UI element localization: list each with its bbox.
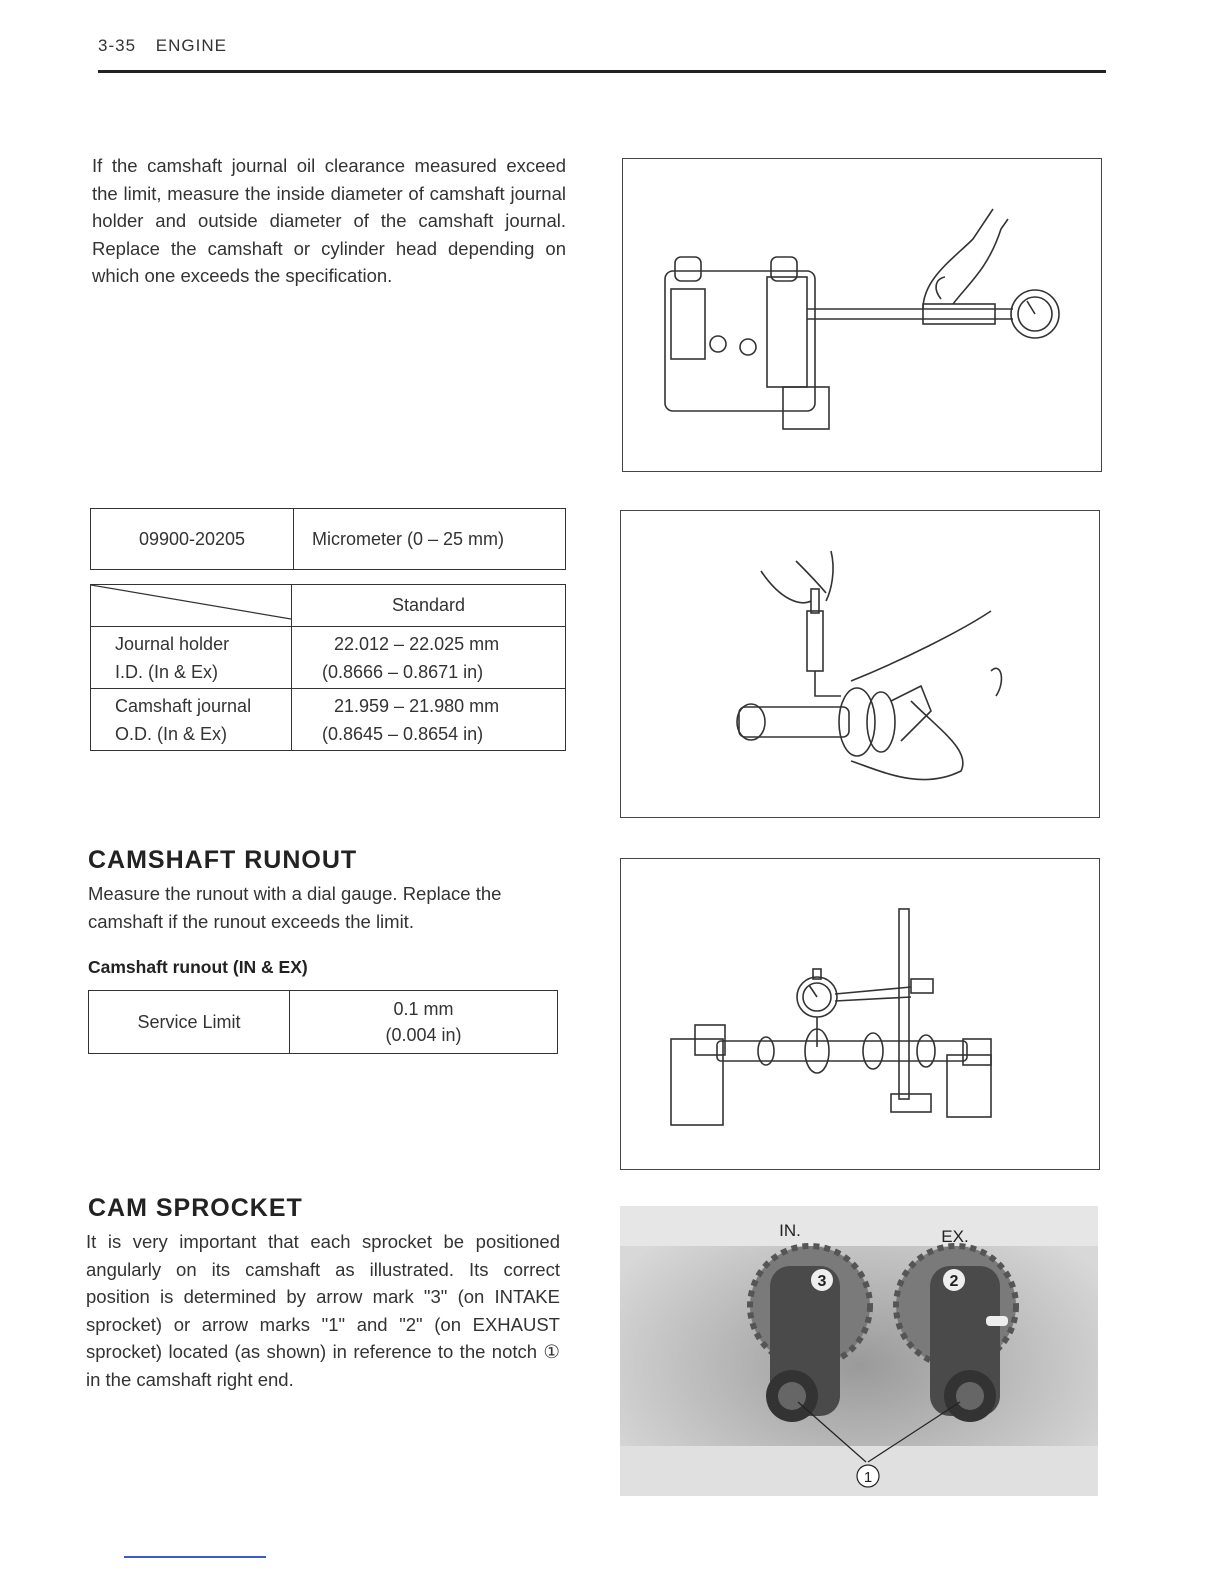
spec-label-line: O.D. (In & Ex) [115, 723, 228, 744]
intake-label: IN. [779, 1221, 801, 1240]
sprocket-heading: CAM SPROCKET [88, 1194, 303, 1222]
spec-row-value [292, 627, 566, 689]
limit-value [290, 991, 558, 1054]
spec-header: Standard [292, 585, 566, 627]
spec-label-line: Journal holder [115, 633, 230, 654]
limit-value-line: (0.004 in) [385, 1025, 462, 1045]
mark-3-label: 3 [817, 1273, 827, 1290]
spec-row-value [292, 689, 566, 751]
runout-subheading: Camshaft runout (IN & EX) [88, 957, 308, 977]
spec-table-corner [91, 585, 292, 627]
intro-paragraph: If the camshaft journal oil clearance measured exceed the limit, measure the inside diameter of camshaft journal holder and outside diameter of the camshaft journal. Replace the camshaft or cylinder head depending on which one exceeds the specification. [92, 155, 566, 286]
spec-value-line: 22.012 – 22.025 mm [334, 633, 500, 654]
tool-name: Micrometer (0 – 25 mm) [294, 509, 566, 570]
mark-2-label: 2 [949, 1273, 959, 1290]
header-rule [98, 70, 1106, 73]
spec-label-line: I.D. (In & Ex) [115, 661, 219, 682]
exhaust-label: EX. [941, 1227, 969, 1246]
spec-value-line: (0.8666 – 0.8671 in) [322, 661, 484, 682]
spec-value-line: (0.8645 – 0.8654 in) [322, 723, 484, 744]
diagonal-line [91, 585, 291, 621]
spec-label-line: Camshaft journal [115, 695, 252, 716]
figure-runout [620, 858, 1100, 1170]
tool-part-number: 09900-20205 [91, 509, 294, 570]
runout-illustration [621, 859, 1099, 1169]
bore-gauge-illustration [623, 159, 1101, 471]
spec-row-label [91, 627, 292, 689]
table-row [91, 689, 566, 751]
runout-limit-table [88, 990, 558, 1054]
runout-text: Measure the runout with a dial gauge. Replace the camshaft if the runout exceeds the limit. [88, 883, 502, 932]
tool-table [90, 508, 566, 570]
limit-value-line: 0.1 mm [393, 999, 454, 1019]
footer-mark [124, 1556, 266, 1558]
limit-label: Service Limit [89, 991, 290, 1054]
page-header [98, 36, 241, 56]
runout-heading: CAMSHAFT RUNOUT [88, 846, 358, 874]
spec-value-line: 21.959 – 21.980 mm [334, 695, 500, 716]
page-number: 3-35 [98, 36, 137, 55]
spec-table [90, 584, 566, 751]
micrometer-illustration [621, 511, 1099, 817]
figure-micrometer [620, 510, 1100, 818]
spec-row-label [91, 689, 292, 751]
notch-label: 1 [863, 1469, 873, 1486]
section-title: ENGINE [155, 36, 227, 55]
figure-sprocket-photo [620, 1206, 1098, 1496]
mark-1-arrow [986, 1316, 1008, 1326]
table-row [91, 627, 566, 689]
figure-bore-gauge [622, 158, 1102, 472]
sprocket-text: It is very important that each sprocket be positioned angularly on its camshaft as illustrated. Its correct position is determined by arrow mark "3" (on INTAKE sprocket) or arrow marks "1" and "2" (on EXHAUST sprocket) located (as shown) in reference to the notch ① in the camshaft right end. [86, 1231, 560, 1390]
sprocket-photo-illustration [620, 1206, 1098, 1496]
